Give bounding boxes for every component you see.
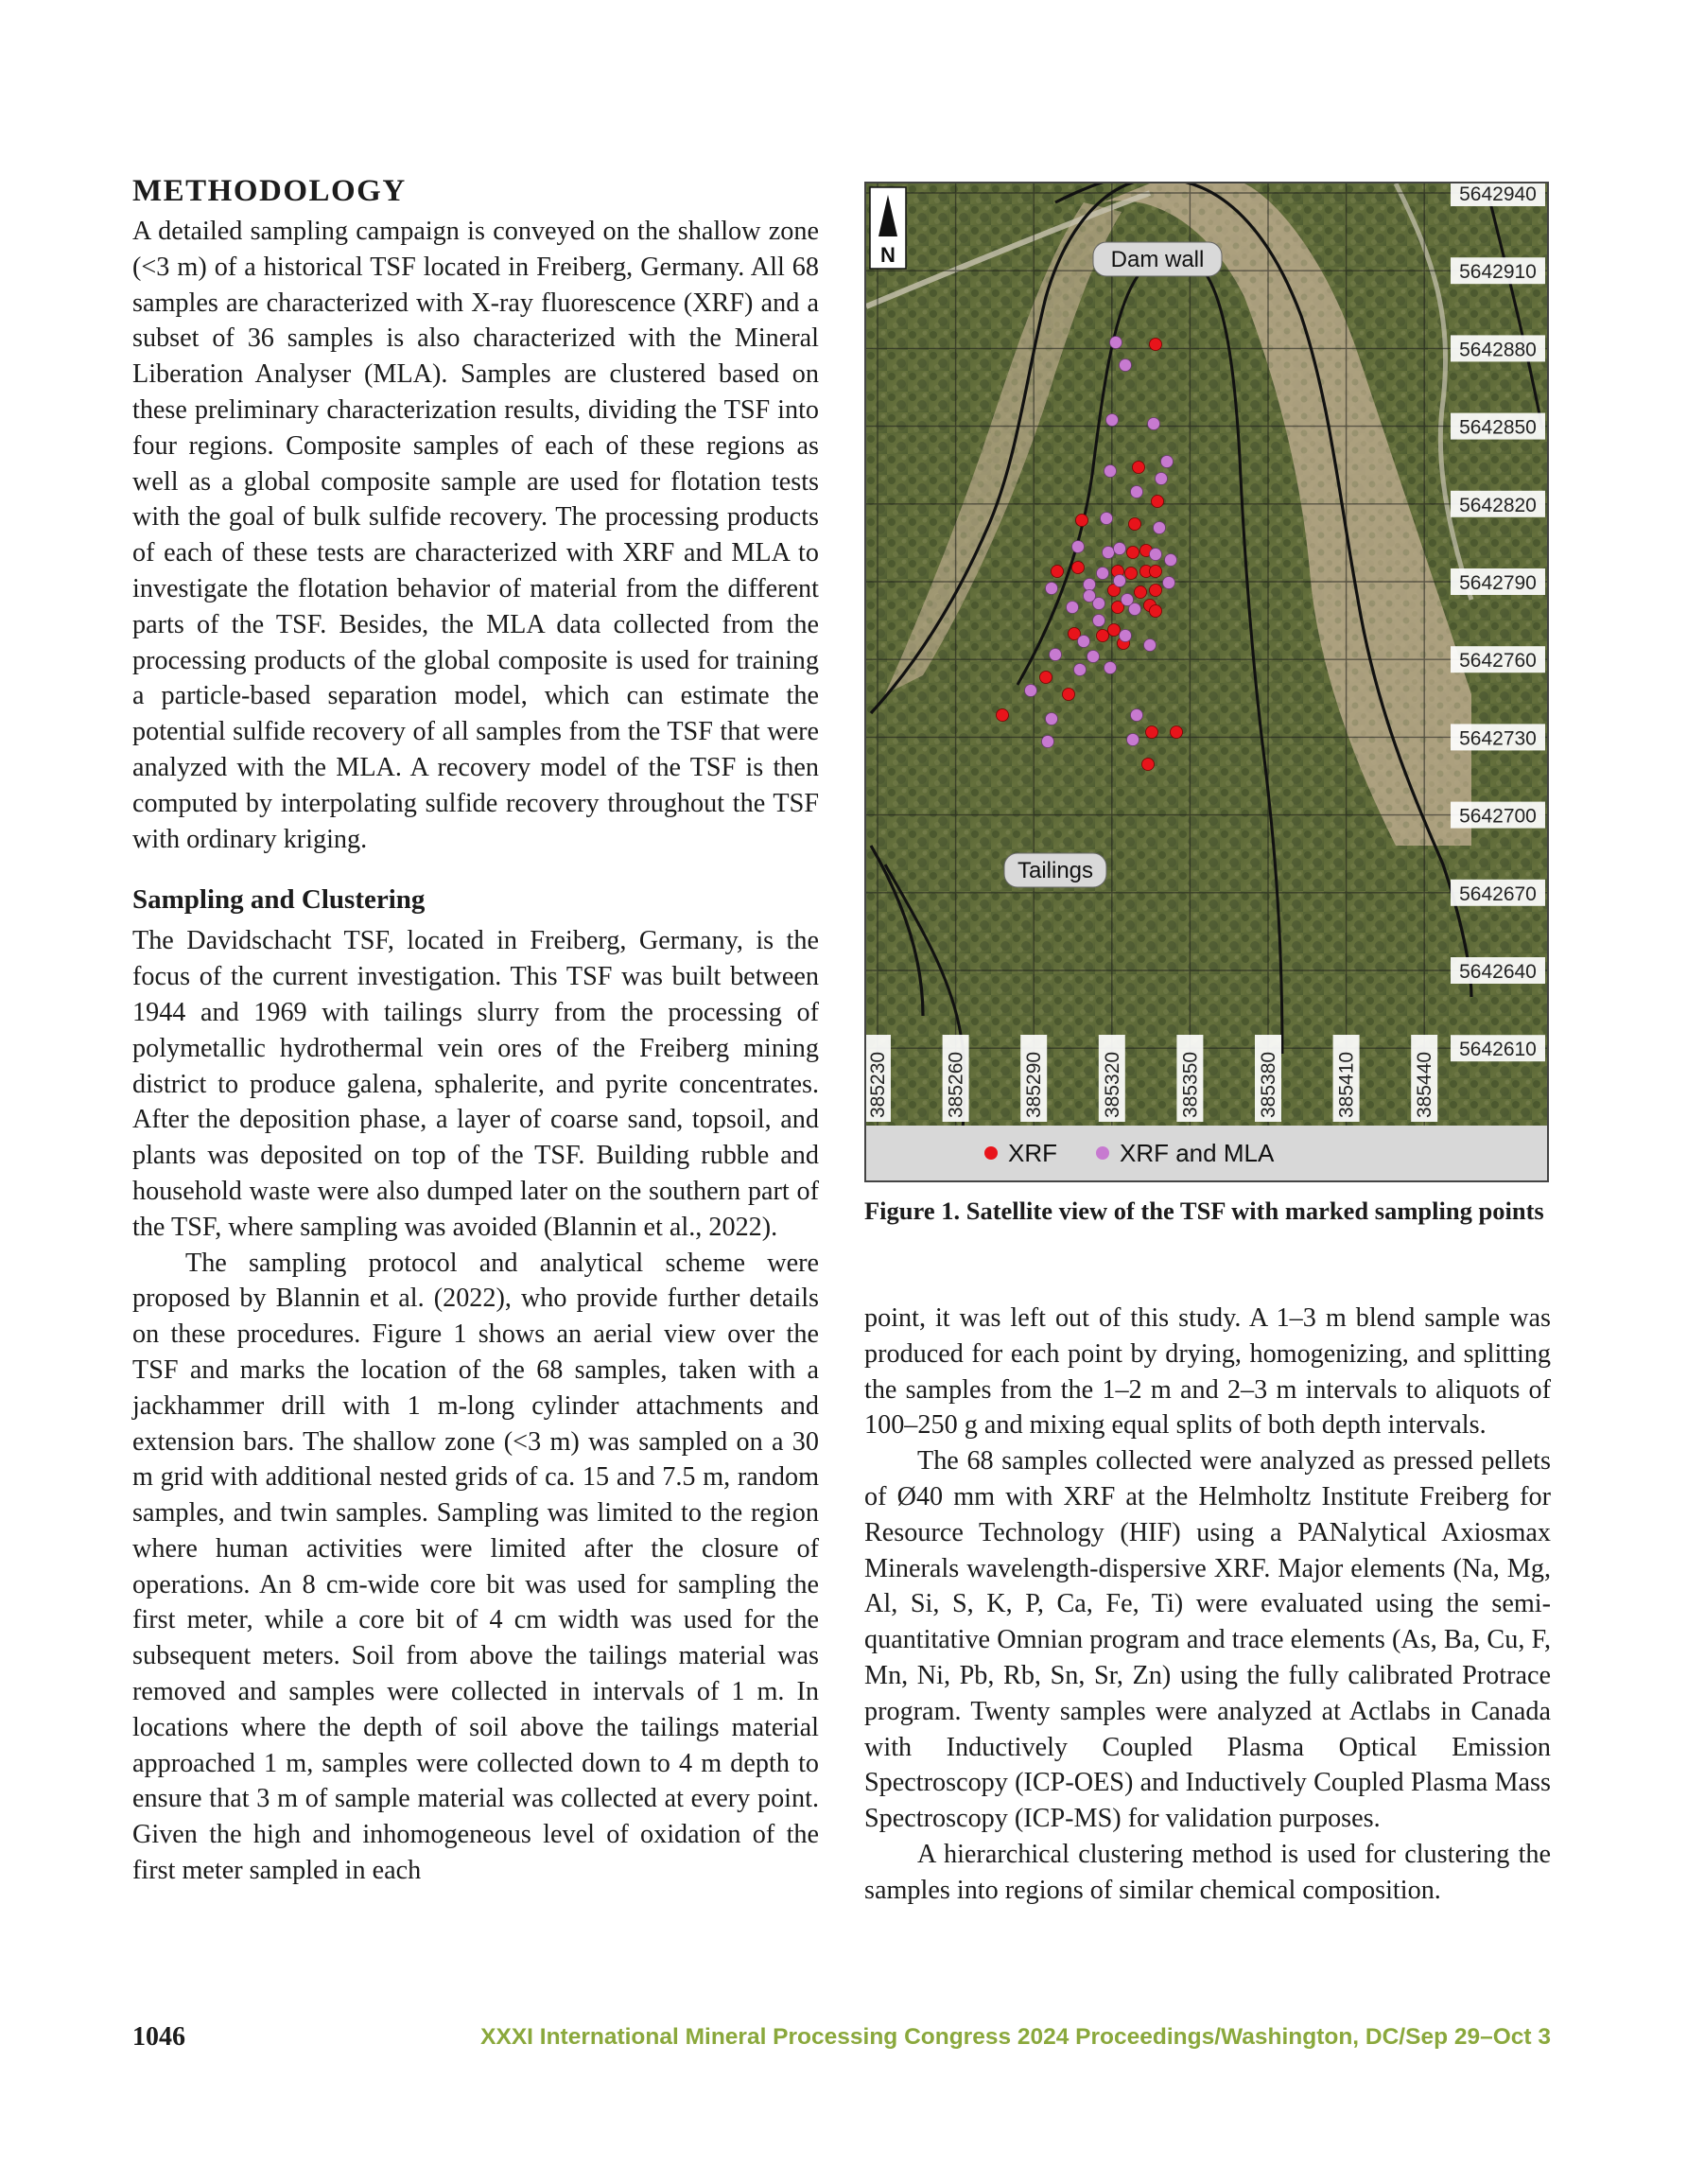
sample-point-xrf-mla (1042, 736, 1054, 748)
tailings-label (1004, 853, 1106, 887)
sample-point-xrf (1129, 518, 1141, 531)
easting-text: 385380 (1258, 1051, 1279, 1118)
northing-text: 5642640 (1459, 961, 1537, 983)
subsection-title: Sampling and Clustering (132, 884, 426, 916)
sample-point-xrf-mla (1110, 337, 1122, 349)
sample-point-xrf (1127, 547, 1139, 559)
right-column-text (864, 1301, 1551, 1909)
easting-label (866, 1035, 891, 1122)
sample-point-xrf-mla (1150, 549, 1162, 561)
sample-point-xrf-mla (1093, 615, 1105, 627)
easting-label (1255, 1035, 1281, 1122)
legend-marker (1096, 1146, 1109, 1160)
sample-point-xrf-mla (1087, 651, 1100, 663)
proceedings-footer: XXXI International Mineral Processing Congress 2024 Proceedings/Washington, DC/Sep 29–Oct 3 (480, 2024, 1551, 2050)
sample-point-xrf-mla (1097, 568, 1109, 580)
easting-label (943, 1035, 969, 1122)
blend-sample-paragraph: point, it was left out of this study. A 1–3 m blend sample was produced for each point by drying, homogenizing, and splitting the samples from the 1–2 m and 2–3 m intervals to aliquots of 100–250 g and mixing equal splits of both depth intervals. (864, 1303, 1551, 1441)
sample-point-xrf (1171, 726, 1183, 739)
sample-point-xrf-mla (1163, 577, 1175, 589)
sample-point-xrf (1076, 515, 1088, 527)
davidschacht-paragraph: The Davidschacht TSF, located in Freiberg, Germany, is the focus of the current investigation. This TSF was built between 1944 and 1969 with tailings slurry from the processing of polymetallic hydrothermal vein ores of the Freiberg mining district to produce galena, sphalerite, and pyrite concentrates. After the deposition phase, a layer of coarse sand, topsoil, and plants was deposited on top of the TSF. Building rubble and household waste were also dumped later on the southern part of the TSF, where sampling was avoided (Blannin et al., 2022). (132, 926, 819, 1242)
sample-point-xrf-mla (1103, 547, 1115, 559)
northing-text: 5642910 (1459, 261, 1537, 284)
sample-point-xrf-mla (1025, 685, 1037, 697)
sample-point-xrf-mla (1120, 630, 1132, 642)
northing-text: 5642940 (1459, 183, 1537, 205)
sample-point-xrf-mla (1072, 541, 1085, 553)
sample-point-xrf-mla (1154, 522, 1166, 534)
easting-text: 385320 (1101, 1051, 1123, 1118)
intro-paragraph: A detailed sampling campaign is conveyed on the shallow zone (<3 m) of a historical TSF located in Freiberg, Germany. All 68 samples are characterized with X-ray fluorescence (XRF) and a subset of 36 samples is also characterized with the Mineral Liberation Analyser (MLA). Samples are clustered based on these preliminary characterization results, dividing the TSF into four regions. Composite samples of each of these regions as well as a global composite sample are used for flotation tests with the goal of bulk sulfide recovery. The processing products of each of these tests are characterized with XRF and MLA to investigate the flotation behavior of material from the different parts of the TSF. Besides, the MLA data collected from the processing products of the global composite is used for training a particle-based separation model, which can estimate the potential sulfide recovery of all samples from the TSF that were analyzed with the MLA. A recovery model of the TSF is then computed by interpolating sulfide recovery throughout the TSF with ordinary kriging. (132, 217, 819, 854)
sample-point-xrf (1133, 462, 1145, 474)
easting-label (1411, 1035, 1437, 1122)
sample-point-xrf (1152, 496, 1164, 508)
sample-point-xrf-mla (1144, 639, 1157, 652)
sample-point-xrf-mla (1074, 664, 1087, 676)
sample-point-xrf-mla (1148, 418, 1160, 430)
sample-point-xrf-mla (1161, 456, 1174, 468)
sample-point-xrf (1108, 624, 1121, 637)
sample-point-xrf (1142, 759, 1155, 771)
northing-text: 5642760 (1459, 650, 1537, 673)
sample-point-xrf-mla (1046, 713, 1058, 725)
sample-point-xrf-mla (1104, 465, 1117, 478)
northing-label (1451, 1035, 1545, 1061)
sample-point-xrf-mla (1050, 649, 1062, 661)
northing-text: 5642670 (1459, 882, 1537, 905)
legend-marker (984, 1146, 998, 1160)
northing-label (1451, 646, 1545, 673)
easting-text: 385410 (1335, 1051, 1358, 1118)
sample-point-xrf-mla (1104, 662, 1117, 674)
sample-point-xrf (1150, 339, 1162, 351)
sample-point-xrf (1072, 562, 1085, 574)
sample-point-xrf-mla (1067, 602, 1079, 614)
sample-point-xrf-mla (1084, 590, 1096, 603)
sample-point-xrf-mla (1131, 709, 1143, 722)
legend-label: XRF and MLA (1120, 1139, 1275, 1167)
sample-point-xrf (1063, 689, 1075, 701)
sample-point-xrf-mla (1120, 359, 1132, 372)
northing-label (1451, 724, 1545, 750)
sample-point-xrf (1150, 566, 1162, 578)
sample-point-xrf-mla (1127, 734, 1139, 746)
easting-label (1020, 1035, 1047, 1122)
sample-point-xrf (1097, 630, 1109, 642)
northing-label (1451, 880, 1545, 906)
sample-point-xrf (997, 709, 1009, 722)
sample-point-xrf-mla (1084, 579, 1096, 591)
sample-point-xrf (1150, 585, 1162, 597)
sample-point-xrf-mla (1046, 583, 1058, 595)
easting-text: 385440 (1414, 1051, 1436, 1118)
north-label: N (880, 243, 896, 267)
sample-point-xrf-mla (1122, 594, 1134, 606)
sample-point-xrf (1150, 605, 1162, 618)
sample-point-xrf-mla (1078, 636, 1090, 648)
northing-label (1451, 413, 1545, 440)
north-arrow (870, 187, 906, 269)
sample-point-xrf (1135, 586, 1147, 599)
legend (984, 1139, 1275, 1167)
sample-point-xrf-mla (1101, 513, 1113, 525)
easting-text: 385260 (945, 1051, 967, 1118)
left-column (132, 170, 819, 1889)
page-number: 1046 (132, 2022, 185, 2052)
sample-point-xrf-mla (1114, 575, 1126, 587)
sample-point-xrf (1052, 566, 1064, 578)
section-title: METHODOLOGY (132, 174, 407, 208)
northing-text: 5642850 (1459, 416, 1537, 439)
tailings-text: Tailings (1017, 858, 1094, 883)
xrf-analysis-paragraph: The 68 samples collected were analyzed as pressed pellets of Ø40 mm with XRF at the Helmholtz Institute Freiberg for Resource Technology (HIF) using a PANalytical Axiosmax Minerals wavelength-dispersive XRF. Major elements (Na, Mg, Al, Si, S, K, P, Ca, Fe, Ti) were evaluated using the semi-quantitative Omnian program and trace elements (As, Ba, Cu, F, Mn, Ni, Pb, Rb, Sn, Sr, Zn) using the fully calibrated Protrace program. Twenty samples were analyzed at Actlabs in Canada with Inductively Coupled Plasma Optical Emission Spectroscopy (ICP-OES) and Inductively Coupled Plasma Mass Spectroscopy (ICP-MS) for validation purposes. (864, 1446, 1551, 1834)
sample-point-xrf-mla (1114, 543, 1126, 555)
easting-text: 385350 (1179, 1051, 1202, 1118)
easting-text: 385290 (1023, 1051, 1046, 1118)
dam-wall-label (1093, 242, 1222, 276)
figure-caption: Figure 1. Satellite view of the TSF with marked sampling points (864, 1197, 1544, 1225)
northing-text: 5642790 (1459, 572, 1537, 594)
northing-text: 5642820 (1459, 494, 1537, 516)
sample-point-xrf (1040, 672, 1052, 684)
dam-wall-text: Dam wall (1110, 247, 1205, 272)
easting-label (1176, 1035, 1203, 1122)
sample-point-xrf-mla (1156, 473, 1168, 485)
northing-label (1451, 957, 1545, 984)
sample-point-xrf (1146, 726, 1158, 739)
sample-point-xrf-mla (1165, 554, 1177, 567)
northing-label (1451, 335, 1545, 361)
northing-label (1451, 257, 1545, 284)
northing-label (1451, 568, 1545, 595)
northing-text: 5642730 (1459, 727, 1537, 750)
sampling-protocol-paragraph: The sampling protocol and analytical scheme were proposed by Blannin et al. (2022), who provide further details on these procedures. Figure 1 shows an aerial view over the TSF and marks the location of the 68 samples, taken with a jackhammer drill with 1 m-long cylinder attachments and extension bars. The shallow zone (<3 m) was sampled on a 30 m grid with additional nested grids of ca. 15 and 7.5 m, random samples, and twin samples. Sampling was limited to the region where human activities were limited after the closure of operations. An 8 cm-wide core bit was used for sampling the first meter, while a core bit of 4 cm width was used for the subsequent meters. Soil from above the tailings material was removed and samples were collected in intervals of 1 m. In locations where the depth of soil above the tailings material approached 1 m, samples were collected down to 4 m depth to ensure that 3 m of sample material was collected at every point. Given the high and inhomogeneous level of oxidation of the first meter sampled in each (132, 1248, 819, 1886)
northing-text: 5642700 (1459, 805, 1537, 828)
northing-text: 5642880 (1459, 339, 1537, 361)
northing-label (1451, 183, 1545, 206)
figure-satellite-map (864, 182, 1549, 1182)
northing-label (1451, 491, 1545, 517)
easting-label (1099, 1035, 1125, 1122)
satellite-map (866, 183, 1547, 1180)
clustering-paragraph: A hierarchical clustering method is used for clustering the samples into regions of similar chemical composition. (864, 1839, 1551, 1905)
northing-label (1451, 802, 1545, 829)
easting-label (1333, 1035, 1360, 1122)
easting-text: 385230 (867, 1051, 889, 1118)
sample-point-xrf (1125, 568, 1138, 580)
sample-point-xrf-mla (1106, 414, 1119, 427)
legend-label: XRF (1008, 1139, 1057, 1167)
northing-text: 5642610 (1459, 1039, 1537, 1061)
sample-point-xrf-mla (1131, 486, 1143, 498)
